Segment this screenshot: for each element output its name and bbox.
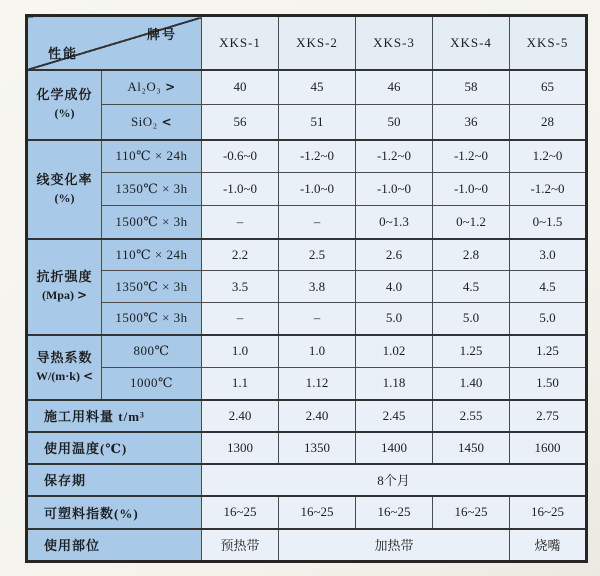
value-cell: – (202, 206, 279, 239)
value-cell: 56 (202, 105, 279, 140)
value-cell: 1.50 (510, 368, 587, 400)
row-label-shelf-life: 保存期 (27, 464, 202, 496)
table-row (27, 464, 587, 496)
row-label-110c-24h: 110℃ × 24h (102, 140, 202, 173)
value-cell: 4.0 (356, 271, 433, 303)
application-zone-cell-preheat: 预热带 (202, 529, 279, 562)
table-row (27, 239, 587, 271)
group-label-flexural-strength (27, 239, 102, 335)
unit-text: (Mpa) (41, 288, 74, 303)
value-cell: -1.2~0 (433, 140, 510, 173)
group-unit-text (30, 287, 99, 304)
column-header-xks1: XKS-1 (202, 16, 279, 70)
value-cell: -0.6~0 (202, 140, 279, 173)
value-cell: 5.0 (510, 303, 587, 335)
value-cell: -1.2~0 (356, 140, 433, 173)
row-label-1000c: 1000℃ (102, 368, 202, 400)
group-label-thermal-conductivity (27, 335, 102, 400)
column-header-xks5: XKS-5 (510, 16, 587, 70)
value-cell: -1.0~0 (356, 173, 433, 206)
row-label-110c-24h: 110℃ × 24h (102, 239, 202, 271)
value-cell: 16~25 (279, 496, 356, 529)
table-row (27, 303, 587, 335)
value-cell: 1.18 (356, 368, 433, 400)
value-cell: 4.5 (433, 271, 510, 303)
param-name: SiO₂ (130, 113, 158, 129)
group-label-linear-change (27, 140, 102, 239)
value-cell: 51 (279, 105, 356, 140)
application-zone-cell-burner: 烧嘴 (510, 529, 587, 562)
table-row (27, 529, 587, 562)
value-cell: -1.2~0 (510, 173, 587, 206)
value-cell: 1400 (356, 432, 433, 464)
value-cell: 2.55 (433, 400, 510, 432)
value-cell: 46 (356, 70, 433, 105)
value-cell: 4.5 (510, 271, 587, 303)
value-cell: 1.40 (433, 368, 510, 400)
value-cell: 1350 (279, 432, 356, 464)
product-spec-table (25, 14, 588, 563)
value-cell: 16~25 (510, 496, 587, 529)
value-cell: 28 (510, 105, 587, 140)
row-label-al2o3 (102, 70, 202, 105)
group-unit-text (30, 368, 99, 385)
value-cell: 1.0 (279, 335, 356, 368)
value-cell: 16~25 (433, 496, 510, 529)
unit-text: W/(m·k) (35, 368, 80, 383)
group-label-text: 导热系数 (36, 349, 93, 365)
value-cell: 1.02 (356, 335, 433, 368)
row-label-1350c-3h: 1350℃ × 3h (102, 173, 202, 206)
value-cell: 3.0 (510, 239, 587, 271)
value-cell: 50 (356, 105, 433, 140)
corner-performance-label: 性能 (48, 45, 79, 61)
group-label-text: 线变化率 (36, 171, 93, 187)
value-cell: -1.0~0 (279, 173, 356, 206)
value-cell: 2.40 (202, 400, 279, 432)
value-cell: 2.75 (510, 400, 587, 432)
table-row (27, 140, 587, 173)
value-cell: 36 (433, 105, 510, 140)
value-cell: 3.5 (202, 271, 279, 303)
greater-than-symbol: > (76, 288, 88, 303)
header-row (27, 16, 587, 70)
value-cell: -1.2~0 (279, 140, 356, 173)
application-zone-cell-heating: 加热带 (279, 529, 510, 562)
value-cell: 2.45 (356, 400, 433, 432)
column-header-xks4: XKS-4 (433, 16, 510, 70)
value-cell: 1.12 (279, 368, 356, 400)
value-cell: 1600 (510, 432, 587, 464)
row-label-plasticity-index: 可塑料指数(%) (27, 496, 202, 529)
param-name: Al₂O₃ (127, 79, 162, 95)
table-row (27, 206, 587, 239)
table-row (27, 173, 587, 206)
table-row (27, 400, 587, 432)
diagonal-header-cell (27, 16, 202, 70)
row-label-1500c-3h: 1500℃ × 3h (102, 303, 202, 335)
table-row (27, 105, 587, 140)
less-than-symbol: < (82, 368, 94, 383)
table-row (27, 271, 587, 303)
value-cell: 1.1 (202, 368, 279, 400)
value-cell: 3.8 (279, 271, 356, 303)
table-row (27, 335, 587, 368)
group-unit-text: (%) (54, 106, 75, 121)
value-cell: 16~25 (356, 496, 433, 529)
value-cell: 5.0 (356, 303, 433, 335)
value-cell: 58 (433, 70, 510, 105)
corner-brand-label: 牌号 (146, 27, 177, 42)
value-cell: 2.40 (279, 400, 356, 432)
group-label-chemical-composition (27, 70, 102, 140)
shelf-life-value-cell: 8个月 (202, 464, 587, 496)
column-header-xks3: XKS-3 (356, 16, 433, 70)
value-cell: 1.25 (510, 335, 587, 368)
greater-than-symbol: > (165, 80, 176, 95)
value-cell: 2.2 (202, 239, 279, 271)
value-cell: 1.0 (202, 335, 279, 368)
value-cell: 5.0 (433, 303, 510, 335)
value-cell: 2.5 (279, 239, 356, 271)
table-row (27, 368, 587, 400)
value-cell: -1.0~0 (202, 173, 279, 206)
value-cell: 0~1.3 (356, 206, 433, 239)
row-label-sio2 (102, 105, 202, 140)
value-cell: 16~25 (202, 496, 279, 529)
value-cell: 0~1.5 (510, 206, 587, 239)
value-cell: 65 (510, 70, 587, 105)
column-header-xks2: XKS-2 (279, 16, 356, 70)
value-cell: 1300 (202, 432, 279, 464)
value-cell: 0~1.2 (433, 206, 510, 239)
row-label-service-temperature: 使用温度(℃) (27, 432, 202, 464)
row-label-1500c-3h: 1500℃ × 3h (102, 206, 202, 239)
value-cell: 45 (279, 70, 356, 105)
group-label-text: 抗折强度 (36, 269, 93, 285)
group-label-text: 化学成份 (36, 87, 93, 103)
row-label-application-zone: 使用部位 (27, 529, 202, 562)
value-cell: 2.6 (356, 239, 433, 271)
value-cell: – (202, 303, 279, 335)
value-cell: 40 (202, 70, 279, 105)
group-unit-text: (%) (54, 190, 75, 205)
table-row (27, 70, 587, 105)
value-cell: 2.8 (433, 239, 510, 271)
value-cell: 1450 (433, 432, 510, 464)
row-label-material-usage: 施工用料量 t/m³ (27, 400, 202, 432)
row-label-800c: 800℃ (102, 335, 202, 368)
value-cell: – (279, 206, 356, 239)
value-cell: -1.0~0 (433, 173, 510, 206)
row-label-1350c-3h: 1350℃ × 3h (102, 271, 202, 303)
value-cell: 1.25 (433, 335, 510, 368)
table-row (27, 496, 587, 529)
value-cell: 1.2~0 (510, 140, 587, 173)
less-than-symbol: < (161, 114, 173, 129)
value-cell: – (279, 303, 356, 335)
table-row (27, 432, 587, 464)
